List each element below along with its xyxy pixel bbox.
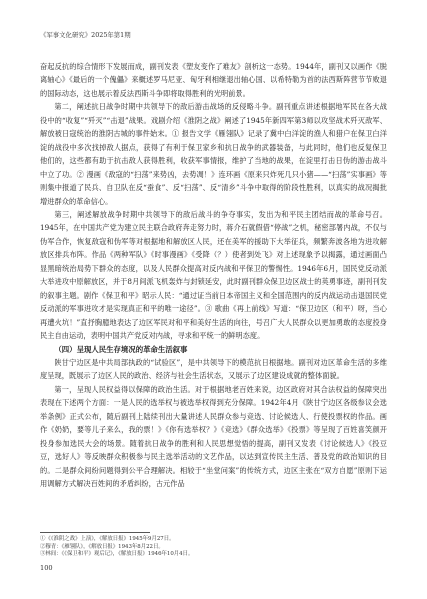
footnotes — [40, 532, 387, 559]
body-paragraph: 陕甘宁边区是中共局部执政的“试验区”，是中共领导下的模范抗日根据地。副刊对边区革命生活的多维度呈现，既展示了边区人民的政治、经济与社会生活状态，又展示了边区建设成就的整体面貌。 — [40, 357, 387, 381]
section-heading: （四）呈现人民生存境况的革命生活叙事 — [54, 344, 188, 354]
footnote: ③林间：《《保卫和平》观后记》，《解放日报》1946年10月4日。 — [40, 551, 194, 558]
footnote-rule — [40, 532, 150, 533]
footnote: ①《《淮阴之战》上演》，《解放日报》1945年9月27日。 — [40, 536, 175, 542]
page-number: 100 — [40, 564, 53, 572]
footnote: ②穆青：《雁翎队》，《解放日报》1943年8月22日。 — [40, 543, 164, 550]
body-paragraph: 第一，呈现人民权益得以保障的政治生活。对于根据地老百姓来说，边区政府对其合法权益的保障突出表现在下述两个方面：一是人民的选举权与被选举权得到充分保障。1942年4月《陕甘宁边区各级参议会选举条例》正式公布，随后副刊上陆续刊出大量讲述人民群众参与竞选、讨论候选人、行使投票权的作品。画作《奶奶，要等儿子来么，我的票！》《你有选举权？》《竞选》《群众选举》《投票》等呈现了百姓喜笑颜开投身参加选民大会的场景。随着抗日战争的胜利和人民思想觉悟的提高，副刊又发表《讨论候选人》《投豆豆，选好人》等反映群众积极参与民主选举活动的文艺作品，以达到宣传民主生活、普及党的政治知识的目的。二是群众间纷问题得到公平合理解决。相较于“坐堂问案”的传统方式，边区主张在“双方自愿”原则下运用调解方式解决百姓间的矛盾纠纷，古元作品 — [40, 384, 387, 489]
body-paragraph: 第二，阐述抗日战争时期中共领导下的敌后游击战场的反侵略斗争。副刊重点讲述根据地军民在各大战役中的“收复”“歼灭”“击退”战果。戏剧介绍《淮阴之战》阐述了1945年新四军第3师以攻坚战术歼灭敌军、解放被日寇统治的淮阴古城的事件始末。① 报告文学《雁翎队》记录了冀中白洋淀的渔人和猎户在保卫白洋淀的战役中多次找掉敌人据点，获得了有利于保卫家乡和抗日战争的武器装备，与此同时，他们也反复保卫他们的，这些都有助于抗击敌人获得胜利，收获军事情报，维护了当地的战果，在淀里打击日伪的游击战斗中立了功。② 漫画《敌寇的“扫荡”来势凶，去势凋！》连环画《原来只炸死几只小猪——“扫荡”实事画》等则集中报道了民兵、自卫队在反“蚕食”、反“扫荡”、反“清乡”斗争中取得的阶段性胜利，以真实的战况揭批增进群众的革命信心。 — [40, 102, 387, 206]
body-paragraph: 第三，阐述解放战争时期中共领导下的敌后战斗的争夺事实，发出为和平民主团结而战的革命号召。1945年，在中国共产党为建立民主联合政府奔走努力时，蒋介石就假借“停战”之机，秘密部署内战，不仅与伪军合作，恢复敌寇和伪军等对根据地和解放区人民，还在美军的援助下大举征兵，频繁奔波各地为进攻解放区排兵布阵。作品《两种军队》《时事漫画》《受降（？）使者到处飞》对上述现象予以揭露，通过画面凸显黑暗统治局势下群众的态度，以及人民群众提高对反内战和平保卫的警惕性。1946年6月，国民党反动派大举进攻中原解放区，并于8月间派飞机轰炸与封锁延安，此时副刊群众保卫边区战士的英勇事迹，副刊刊发的叙事主题。剧作《保卫和平》昭示人民：“通过证当前日本帝国主义和全国范围内的反内战运动击退国民党反动派的军事进攻才是实现真正和平的唯一途径”。③ 歌曲《再上前线》写道：“保卫边区（和平）呀，当心再遭火坑！”直抒胸臆地表达了边区军民对和平和美好生活的向往，号召广大人民群众以更加勇敢的态度投身民主自由运动，表明中国共产党反对内战，寻求和平统一的鲜明态度。 — [40, 209, 387, 341]
body-paragraph: 奋起反抗的综合情形下发展而成，副刊发表《塑友变作了难友》剖析这一态势。1944年，副刊又以画作《脱离轴心》《最后的一个傀儡》来概述罗马尼亚、匈牙利相继退出轴心国、以希特勒为首的法西斯阵营节节败退的国际动态，这也展示着反法西斯斗争即将取得胜利的光明前景。 — [40, 62, 387, 98]
body-text — [40, 60, 387, 491]
running-head: 《军事文化研究》2025年第1期 — [40, 31, 131, 39]
